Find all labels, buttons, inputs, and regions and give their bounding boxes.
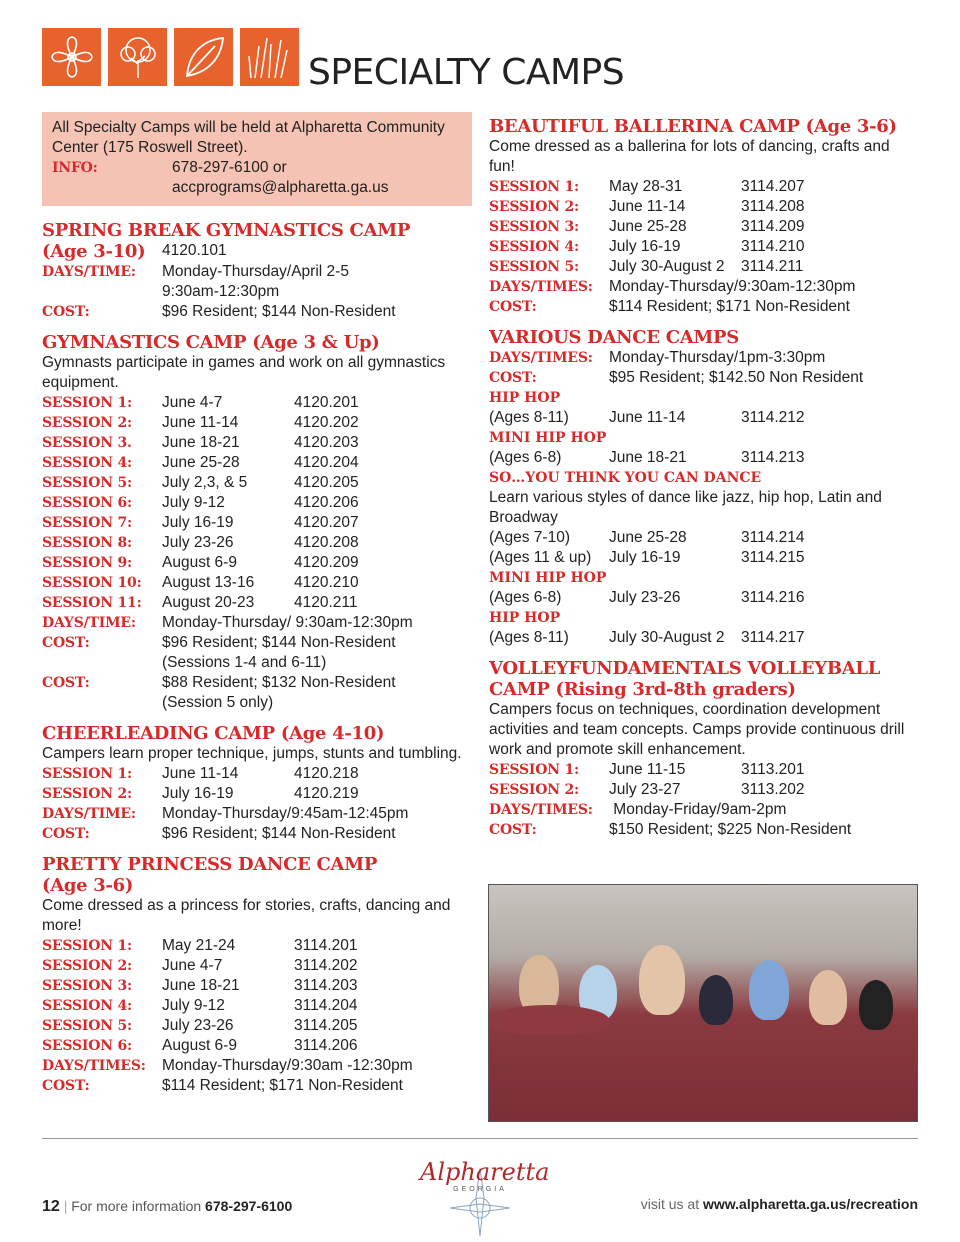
cost-value: $95 Resident; $142.50 Non Resident [609, 369, 864, 386]
class-row [489, 548, 919, 568]
session-date: August 6-9 [162, 1037, 237, 1054]
days-label: DAYS/TIME: [42, 264, 136, 280]
session-label: SESSION 1: [489, 762, 580, 778]
session-row [42, 593, 472, 613]
session-date: July 23-26 [162, 1017, 234, 1034]
session-label: SESSION 6: [42, 495, 133, 511]
session-label: SESSION 5: [489, 259, 580, 275]
course-code: 4120.211 [294, 594, 358, 611]
session-row [489, 760, 919, 780]
session-row [42, 553, 472, 573]
cost-label: COST: [42, 1078, 90, 1094]
subsection-title: HIP HOP [489, 610, 561, 626]
section-description: Gymnasts participate in games and work on all gymnastics equipment. [42, 354, 446, 391]
section-title: CHEERLEADING CAMP (Age 4-10) [42, 723, 385, 744]
course-code: 4120.206 [294, 494, 359, 511]
days-label: DAYS/TIME: [42, 806, 136, 822]
session-row [42, 936, 472, 956]
session-label: SESSION 8: [42, 535, 133, 551]
course-code: 4120.210 [294, 574, 359, 591]
session-label: SESSION 4: [42, 998, 133, 1014]
course-code: 4120.201 [294, 394, 359, 411]
session-row [42, 1016, 472, 1036]
section-title: SPRING BREAK GYMNASTICS CAMP [42, 220, 411, 241]
info-box [42, 112, 472, 206]
page-number: 12 [42, 1198, 60, 1215]
session-date: June 25-28 [162, 454, 240, 471]
session-date: July 9-12 [162, 494, 225, 511]
course-code: 4120.207 [294, 514, 359, 531]
class-row [489, 628, 919, 648]
cost-label: COST: [42, 304, 90, 320]
course-code: 3114.215 [741, 549, 805, 566]
session-label: SESSION 4: [42, 455, 133, 471]
course-code: 3113.202 [741, 781, 805, 798]
dance-section [489, 327, 919, 648]
session-date: July 30-August 2 [609, 258, 725, 275]
section-description: Come dressed as a princess for stories, crafts, dancing and more! [42, 897, 451, 934]
course-code: 4120.219 [294, 785, 359, 802]
session-date: June 11-14 [162, 414, 239, 431]
course-code: 3114.214 [741, 529, 805, 546]
date: July 16-19 [609, 549, 681, 566]
course-code: 3114.216 [741, 589, 805, 606]
session-list [42, 936, 472, 1056]
course-code: 3114.207 [741, 178, 805, 195]
date: July 30-August 2 [609, 629, 725, 646]
session-list [42, 764, 472, 804]
days-value: Monday-Friday/9am-2pm [609, 801, 787, 818]
days-label: DAYS/TIMES: [489, 279, 593, 295]
section-title: PRETTY PRINCESS DANCE CAMP [42, 854, 378, 875]
session-row [42, 413, 472, 433]
cost-label: COST: [489, 370, 537, 386]
session-label: SESSION 11: [42, 595, 142, 611]
days-value: Monday-Thursday/9:30am -12:30pm [162, 1057, 413, 1074]
session-date: August 6-9 [162, 554, 237, 571]
session-date: June 4-7 [162, 394, 223, 411]
session-label: SESSION 3: [489, 219, 580, 235]
cost-label: COST: [489, 822, 537, 838]
cost-value: $150 Resident; $225 Non-Resident [609, 821, 852, 838]
course-code: 3114.204 [294, 997, 358, 1014]
session-row [42, 784, 472, 804]
info-email[interactable]: accprograms@alpharetta.ga.us [172, 179, 389, 196]
session-list [489, 177, 919, 277]
section-title: BEAUTIFUL BALLERINA CAMP (Age 3-6) [489, 116, 897, 137]
course-code: 3114.212 [741, 409, 805, 426]
alpharetta-logo [420, 1158, 550, 1238]
age-label: (Age 3-6) [42, 875, 134, 896]
session-date: June 4-7 [162, 957, 223, 974]
section-description: Campers learn proper technique, jumps, stunts and tumbling. [42, 745, 462, 762]
course-code: 3114.213 [741, 449, 805, 466]
section-title: VARIOUS DANCE CAMPS [489, 327, 739, 348]
tree-icon [108, 28, 167, 86]
cost-value: $114 Resident; $171 Non-Resident [162, 1077, 403, 1094]
session-list [42, 393, 472, 613]
session-row [42, 493, 472, 513]
cost-value: $88 Resident; $132 Non-Resident [162, 674, 396, 691]
more-info-text: For more information [71, 1198, 202, 1214]
left-column [42, 112, 472, 1106]
session-date: August 20-23 [162, 594, 255, 611]
session-row [42, 473, 472, 493]
session-label: SESSION 2: [42, 786, 133, 802]
session-row [42, 433, 472, 453]
session-row [489, 780, 919, 800]
section-description: Learn various styles of dance like jazz, hip hop, Latin and Broadway [489, 489, 882, 526]
leaf-icon [174, 28, 233, 86]
days-value: Monday-Thursday/1pm-3:30pm [609, 349, 826, 366]
session-row [489, 257, 919, 277]
session-label: SESSION 6: [42, 1038, 133, 1054]
section-description: Campers focus on techniques, coordination development activities and team concepts. Camps provide continuous drill work and promote skill enhancement. [489, 701, 905, 758]
session-date: June 25-28 [609, 218, 687, 235]
course-code: 4120.204 [294, 454, 359, 471]
cost-label: COST: [42, 826, 90, 842]
ages: (Ages 8-11) [489, 629, 569, 646]
course-code: 4120.101 [162, 242, 227, 259]
session-row [42, 1036, 472, 1056]
flower-icon [42, 28, 101, 86]
session-date: July 23-27 [609, 781, 681, 798]
course-code: 4120.203 [294, 434, 359, 451]
session-date: May 21-24 [162, 937, 236, 954]
info-label: INFO: [52, 160, 98, 176]
session-date: June 11-14 [162, 765, 239, 782]
session-date: July 16-19 [609, 238, 681, 255]
age-label: (Age 3-10) [42, 241, 146, 262]
course-code: 4120.202 [294, 414, 359, 431]
subsection-title: HIP HOP [489, 390, 561, 406]
gymnastics-section [42, 332, 472, 713]
subsection-title: SO…YOU THINK YOU CAN DANCE [489, 470, 762, 486]
info-text: All Specialty Camps will be held at Alpharetta Community Center (175 Roswell Street). [52, 119, 445, 156]
course-code: 3114.202 [294, 957, 358, 974]
info-phone: 678-297-6100 or [172, 159, 287, 176]
days-value: Monday-Thursday/9:45am-12:45pm [162, 805, 409, 822]
class-row [489, 528, 919, 548]
session-label: SESSION 5: [42, 475, 133, 491]
session-row [42, 976, 472, 996]
cost-label: COST: [42, 635, 90, 651]
session-date: July 16-19 [162, 514, 234, 531]
date: June 11-14 [609, 409, 686, 426]
page-title: SPECIALTY CAMPS [308, 52, 625, 93]
volleyball-section [489, 658, 919, 840]
course-code: 3114.209 [741, 218, 805, 235]
session-date: June 18-21 [162, 434, 240, 451]
cost-value: $96 Resident; $144 Non-Resident [162, 634, 396, 651]
princess-section [42, 854, 472, 1096]
header-icons [42, 28, 299, 86]
session-date: July 2,3, & 5 [162, 474, 248, 491]
course-code: 3114.217 [741, 629, 805, 646]
cheerleading-section [42, 723, 472, 844]
cost-value: $96 Resident; $144 Non-Resident [162, 303, 396, 320]
session-row [489, 177, 919, 197]
session-label: SESSION 1: [42, 938, 133, 954]
session-date: May 28-31 [609, 178, 683, 195]
session-row [42, 533, 472, 553]
footer-divider [42, 1138, 918, 1139]
session-row [42, 393, 472, 413]
session-label: SESSION 2: [489, 199, 580, 215]
course-code: 3113.201 [741, 761, 805, 778]
ballerina-section [489, 116, 919, 317]
logo-subtext: GEORGIA [453, 1186, 507, 1193]
class-row [489, 448, 919, 468]
course-code: 3114.208 [741, 198, 805, 215]
ages: (Ages 6-8) [489, 449, 562, 466]
course-code: 4120.205 [294, 474, 359, 491]
spring-break-section [42, 220, 472, 322]
session-label: SESSION 10: [42, 575, 142, 591]
course-code: 3114.211 [741, 258, 804, 275]
ages: (Ages 8-11) [489, 409, 569, 426]
ages: (Ages 6-8) [489, 589, 562, 606]
session-date: July 16-19 [162, 785, 234, 802]
section-subtitle: CAMP (Rising 3rd-8th graders) [489, 679, 796, 700]
footer-url [641, 1196, 918, 1212]
date: June 25-28 [609, 529, 687, 546]
ages: (Ages 7-10) [489, 529, 570, 546]
session-row [489, 197, 919, 217]
course-code: 3114.206 [294, 1037, 358, 1054]
session-row [489, 217, 919, 237]
cost-note: (Session 5 only) [162, 694, 274, 711]
section-title: GYMNASTICS CAMP (Age 3 & Up) [42, 332, 380, 353]
footer-phone: 678-297-6100 [205, 1198, 293, 1214]
session-label: SESSION 1: [42, 766, 133, 782]
logo-text: Alpharetta [420, 1158, 550, 1186]
session-label: SESSION 1: [489, 179, 580, 195]
subsection-title: MINI HIP HOP [489, 570, 607, 586]
cost-label: COST: [42, 675, 90, 691]
course-code: 3114.205 [294, 1017, 358, 1034]
section-title: VOLLEYFUNDAMENTALS VOLLEYBALL [489, 658, 881, 679]
date: July 23-26 [609, 589, 681, 606]
session-label: SESSION 3. [42, 435, 132, 451]
footer-info: 12 | For more information 678-297-6100 [42, 1198, 293, 1215]
days-label: DAYS/TIMES: [489, 802, 593, 818]
session-date: June 11-15 [609, 761, 686, 778]
session-label: SESSION 2: [42, 415, 133, 431]
course-code: 4120.209 [294, 554, 359, 571]
session-row [42, 956, 472, 976]
session-row [42, 996, 472, 1016]
session-row [42, 573, 472, 593]
days-value: Monday-Thursday/ 9:30am-12:30pm [162, 614, 413, 631]
cost-value: $114 Resident; $171 Non-Resident [609, 298, 850, 315]
session-label: SESSION 1: [42, 395, 133, 411]
session-date: June 18-21 [162, 977, 240, 994]
session-label: SESSION 2: [489, 782, 580, 798]
days-value: Monday-Thursday/April 2-5 [162, 263, 349, 280]
course-code: 3114.203 [294, 977, 358, 994]
session-row [489, 237, 919, 257]
days-value: Monday-Thursday/9:30am-12:30pm [609, 278, 856, 295]
session-label: SESSION 5: [42, 1018, 133, 1034]
session-date: July 23-26 [162, 534, 234, 551]
session-label: SESSION 2: [42, 958, 133, 974]
session-label: SESSION 3: [42, 978, 133, 994]
days-label: DAYS/TIME: [42, 615, 136, 631]
session-date: August 13-16 [162, 574, 255, 591]
session-row [42, 453, 472, 473]
class-row [489, 408, 919, 428]
ages: (Ages 11 & up) [489, 549, 592, 566]
session-row [42, 764, 472, 784]
date: June 18-21 [609, 449, 687, 466]
session-label: SESSION 9: [42, 555, 133, 571]
cost-label: COST: [489, 299, 537, 315]
course-code: 4120.208 [294, 534, 359, 551]
subsection-title: MINI HIP HOP [489, 430, 607, 446]
session-date: June 11-14 [609, 198, 686, 215]
class-row [489, 588, 919, 608]
gymnastics-kids-photo [488, 884, 918, 1122]
session-date: July 9-12 [162, 997, 225, 1014]
right-column [489, 116, 919, 850]
website-link[interactable]: www.alpharetta.ga.us/recreation [703, 1196, 918, 1212]
session-list [489, 760, 919, 800]
section-description: Come dressed as a ballerina for lots of dancing, crafts and fun! [489, 138, 890, 175]
session-label: SESSION 7: [42, 515, 133, 531]
days-label: DAYS/TIMES: [489, 350, 593, 366]
grass-icon [240, 28, 299, 86]
course-code: 3114.210 [741, 238, 805, 255]
days-label: DAYS/TIMES: [42, 1058, 146, 1074]
time-value: 9:30am-12:30pm [162, 283, 280, 300]
course-code: 4120.218 [294, 765, 359, 782]
session-label: SESSION 4: [489, 239, 580, 255]
visit-text: visit us at [640, 1196, 700, 1212]
cost-note: (Sessions 1-4 and 6-11) [162, 654, 327, 671]
course-code: 3114.201 [294, 937, 358, 954]
cost-value: $96 Resident; $144 Non-Resident [162, 825, 396, 842]
session-row [42, 513, 472, 533]
